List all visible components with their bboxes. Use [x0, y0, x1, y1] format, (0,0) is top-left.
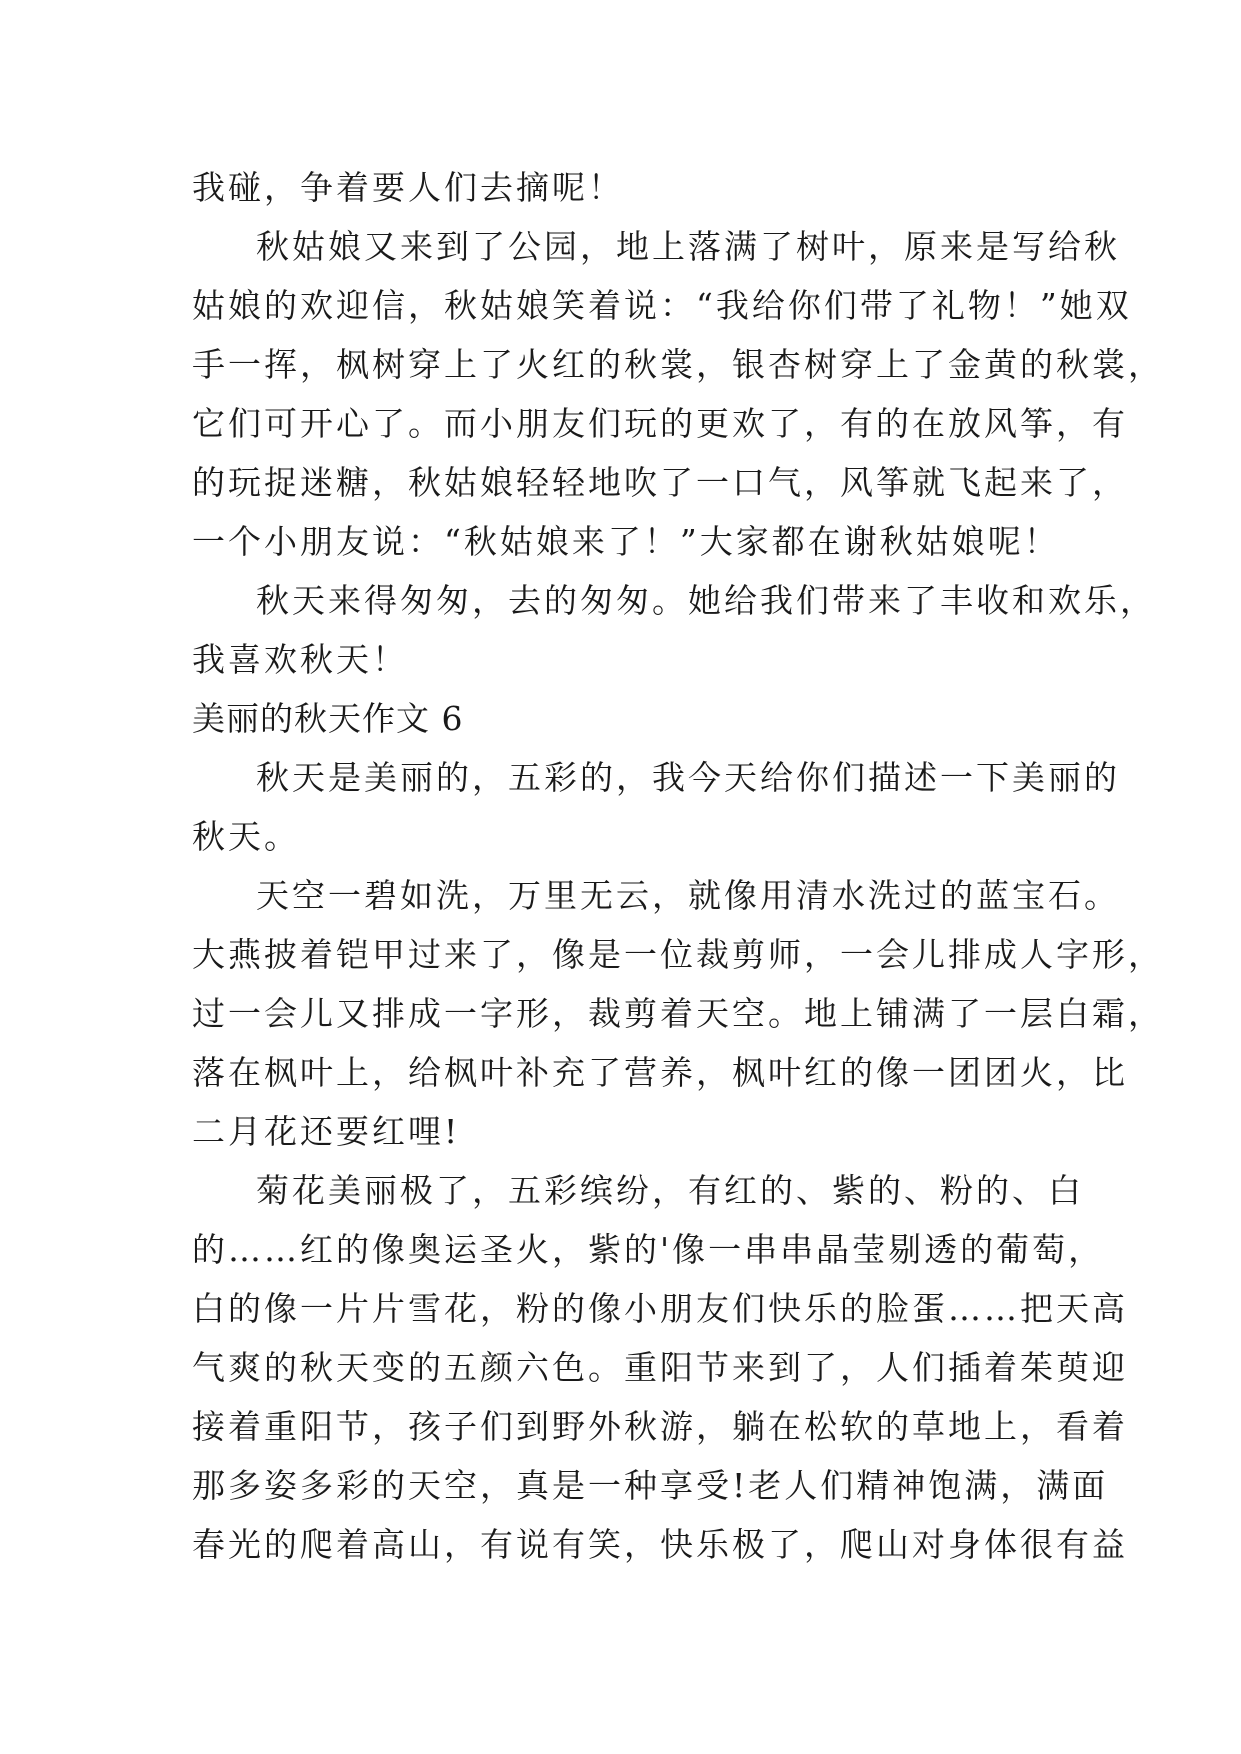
paragraph-start-line: 秋天来得匆匆，去的匆匆。她给我们带来了丰收和欢乐， — [256, 581, 1156, 620]
text-line: 的玩捉迷糖，秋姑娘轻轻地吹了一口气，风筝就飞起来了， — [192, 463, 1128, 502]
text-line: 手一挥，枫树穿上了火红的秋裳，银杏树穿上了金黄的秋裳， — [192, 345, 1164, 384]
text-line: 过一会儿又排成一字形，裁剪着天空。地上铺满了一层白霜， — [192, 994, 1164, 1033]
text-line: 秋天。 — [192, 817, 300, 856]
text-line: 大燕披着铠甲过来了，像是一位裁剪师，一会儿排成人字形， — [192, 935, 1164, 974]
paragraph-start-line: 秋天是美丽的，五彩的，我今天给你们描述一下美丽的 — [256, 758, 1120, 797]
text-line: 落在枫叶上，给枫叶补充了营养，枫叶红的像一团团火，比 — [192, 1053, 1128, 1092]
text-line: 白的像一片片雪花，粉的像小朋友们快乐的脸蛋……把天高 — [192, 1289, 1128, 1328]
text-line: 姑娘的欢迎信，秋姑娘笑着说：“我给你们带了礼物！”她双 — [192, 286, 1132, 325]
text-line: 气爽的秋天变的五颜六色。重阳节来到了，人们插着茱萸迎 — [192, 1348, 1128, 1387]
paragraph-start-line: 秋姑娘又来到了公园，地上落满了树叶，原来是写给秋 — [256, 227, 1120, 266]
document-body — [192, 158, 1164, 1574]
text-line: 它们可开心了。而小朋友们玩的更欢了，有的在放风筝，有 — [192, 404, 1128, 443]
text-line: 的……红的像奥运圣火，紫的'像一串串晶莹剔透的葡萄， — [192, 1230, 1105, 1269]
text-line: 一个小朋友说：“秋姑娘来了！”大家都在谢秋姑娘呢！ — [192, 522, 1060, 561]
text-line: 春光的爬着高山，有说有笑，快乐极了，爬山对身体很有益 — [192, 1525, 1128, 1564]
paragraph-start-line: 菊花美丽极了，五彩缤纷，有红的、紫的、粉的、白 — [256, 1171, 1084, 1210]
paragraph-start-line: 天空一碧如洗，万里无云，就像用清水洗过的蓝宝石。 — [256, 876, 1120, 915]
text-line: 二月花还要红哩! — [192, 1112, 461, 1151]
text-line: 我喜欢秋天！ — [192, 640, 408, 679]
text-line: 我碰，争着要人们去摘呢！ — [192, 168, 624, 207]
text-line: 那多姿多彩的天空，真是一种享受!老人们精神饱满，满面 — [192, 1466, 1109, 1505]
text-line: 接着重阳节，孩子们到野外秋游，躺在松软的草地上，看着 — [192, 1407, 1128, 1446]
section-heading: 美丽的秋天作文 6 — [192, 699, 464, 738]
